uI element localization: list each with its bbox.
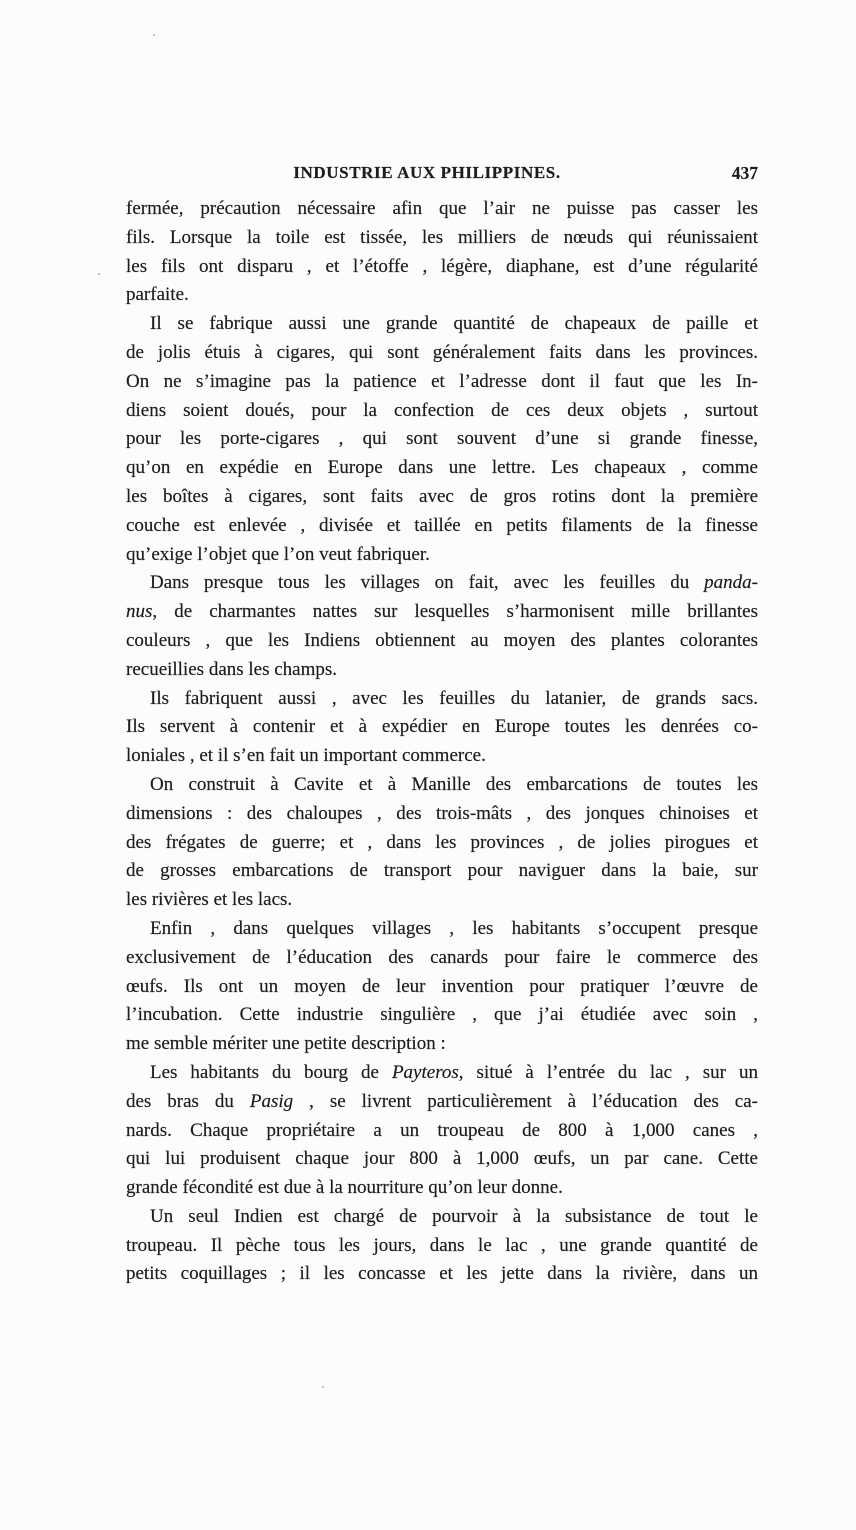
paragraph xyxy=(126,1059,758,1203)
text-line xyxy=(126,1260,758,1289)
text-segment: parfaite. xyxy=(126,284,189,306)
text-line xyxy=(126,1117,758,1146)
text-line xyxy=(126,915,758,944)
text-segment: Les habitants du bourg de xyxy=(150,1061,392,1083)
text-line xyxy=(126,310,758,339)
scan-speck xyxy=(153,34,155,36)
text-line xyxy=(126,685,758,714)
text-line xyxy=(126,829,758,858)
text-segment: fils. Lorsque la toile est tissée, les milliers de nœuds qui réunissaient xyxy=(126,226,758,248)
text-segment: , se livrent particulièrement à l’éducation des ca- xyxy=(293,1090,758,1112)
text-segment: Enfin , dans quelques villages , les habitants s’occupent presque xyxy=(150,917,758,939)
text-segment: recueillies dans les champs. xyxy=(126,658,338,680)
text-line xyxy=(126,541,758,570)
text-segment: On ne s’imagine pas la patience et l’adresse dont il faut que les In- xyxy=(126,370,758,392)
text-segment: Ils fabriquent aussi , avec les feuilles du latanier, de grands sacs. xyxy=(150,687,758,709)
text-line xyxy=(126,771,758,800)
text-segment: diens soient doués, pour la confection de ces deux objets , surtout xyxy=(126,399,758,421)
italic-text: nus xyxy=(126,601,153,623)
text-line xyxy=(126,368,758,397)
text-line xyxy=(126,886,758,915)
text-segment: qui lui produisent chaque jour 800 à 1,000 œufs, un par cane. Cette xyxy=(126,1148,758,1170)
text-line xyxy=(126,425,758,454)
text-line xyxy=(126,944,758,973)
text-line xyxy=(126,1232,758,1261)
text-segment: les fils ont disparu , et l’étoffe , légère, diaphane, est d’une régularité xyxy=(126,255,758,277)
text-line xyxy=(126,1059,758,1088)
text-line xyxy=(126,224,758,253)
paragraph xyxy=(126,685,758,771)
text-line xyxy=(126,1001,758,1030)
text-segment: On construit à Cavite et à Manille des embarcations de toutes les xyxy=(150,773,758,795)
text-segment: pour les porte-cigares , qui sont souvent d’une si grande finesse, xyxy=(126,428,758,450)
text-segment: des frégates de guerre; et , dans les provinces , de jolies pirogues et xyxy=(126,831,758,853)
scan-speck xyxy=(322,1386,324,1388)
text-segment: l’incubation. Cette industrie singulière , que j’ai étudiée avec soin , xyxy=(126,1004,758,1026)
text-segment: Ils servent à contenir et à expédier en Europe toutes les denrées co- xyxy=(126,716,758,738)
text-line xyxy=(126,857,758,886)
text-segment: de grosses embarcations de transport pour naviguer dans la baie, sur xyxy=(126,860,758,882)
text-line xyxy=(126,483,758,512)
italic-text: Payteros xyxy=(391,1061,459,1083)
paragraph xyxy=(126,915,758,1059)
paragraph xyxy=(126,1203,758,1289)
text-segment: petits coquillages ; il les concasse et les jette dans la rivière, dans un xyxy=(126,1263,758,1285)
text-line xyxy=(126,656,758,685)
text-segment: les boîtes à cigares, sont faits avec de gros rotins dont la première xyxy=(126,485,758,507)
italic-text: panda- xyxy=(704,572,758,594)
text-line xyxy=(126,1145,758,1174)
text-line xyxy=(126,598,758,627)
paragraph xyxy=(126,195,758,310)
text-line xyxy=(126,195,758,224)
page-number: 437 xyxy=(731,163,758,183)
paragraph xyxy=(126,310,758,569)
text-line xyxy=(126,800,758,829)
scan-speck xyxy=(98,273,100,275)
text-segment: exclusivement de l’éducation des canards pour faire le commerce des xyxy=(126,946,758,968)
text-segment: couche est enlevée , divisée et taillée en petits filaments de la finesse xyxy=(126,514,758,536)
text-line xyxy=(126,397,758,426)
text-segment: qu’exige l’objet que l’on veut fabriquer. xyxy=(126,543,430,565)
text-line xyxy=(126,973,758,1002)
text-line xyxy=(126,281,758,310)
paragraph xyxy=(126,569,758,684)
text-segment: Un seul Indien est chargé de pourvoir à la subsistance de tout le xyxy=(150,1205,758,1227)
text-segment: , de charmantes nattes sur lesquelles s’harmonisent mille brillantes xyxy=(152,601,758,623)
text-line xyxy=(126,339,758,368)
text-segment: me semble mériter une petite description : xyxy=(126,1033,446,1055)
text-line xyxy=(126,627,758,656)
page-header xyxy=(126,163,758,185)
text-line xyxy=(126,1203,758,1232)
text-segment: loniales , et il s’en fait un important commerce. xyxy=(126,745,486,767)
text-line xyxy=(126,1088,758,1117)
text-block xyxy=(126,163,758,1289)
text-segment: couleurs , que les Indiens obtiennent au moyen des plantes colorantes xyxy=(126,629,758,651)
text-line xyxy=(126,742,758,771)
text-segment: fermée, précaution nécessaire afin que l’air ne puisse pas casser les xyxy=(126,198,758,219)
text-line xyxy=(126,1174,758,1203)
text-segment: des bras du xyxy=(126,1090,250,1112)
text-segment: grande fécondité est due à la nourriture qu’on leur donne. xyxy=(126,1177,563,1199)
text-segment: qu’on en expédie en Europe dans une lettre. Les chapeaux , comme xyxy=(126,457,758,479)
text-segment: nards. Chaque propriétaire a un troupeau de 800 à 1,000 canes , xyxy=(126,1119,758,1141)
text-line xyxy=(126,253,758,282)
text-segment: œufs. Ils ont un moyen de leur invention pour pratiquer l’œuvre de xyxy=(126,975,758,997)
text-line xyxy=(126,713,758,742)
text-segment: les rivières et les lacs. xyxy=(126,889,293,911)
page-body xyxy=(126,195,758,1289)
text-segment: de jolis étuis à cigares, qui sont généralement faits dans les provinces. xyxy=(126,341,758,363)
running-title: INDUSTRIE AUX PHILIPPINES. xyxy=(293,163,561,182)
text-segment: dimensions : des chaloupes , des trois-mâts , des jonques chinoises et xyxy=(126,802,758,824)
text-line xyxy=(126,569,758,598)
paragraph xyxy=(126,771,758,915)
text-line xyxy=(126,454,758,483)
text-segment: troupeau. Il pèche tous les jours, dans le lac , une grande quantité de xyxy=(126,1234,758,1256)
text-line xyxy=(126,1030,758,1059)
text-segment: Il se fabrique aussi une grande quantité de chapeaux de paille et xyxy=(150,313,758,335)
text-line xyxy=(126,512,758,541)
italic-text: Pasig xyxy=(249,1090,294,1112)
text-segment: , situé à l’entrée du lac , sur un xyxy=(458,1061,758,1083)
text-segment: Dans presque tous les villages on fait, avec les feuilles du xyxy=(150,572,705,594)
